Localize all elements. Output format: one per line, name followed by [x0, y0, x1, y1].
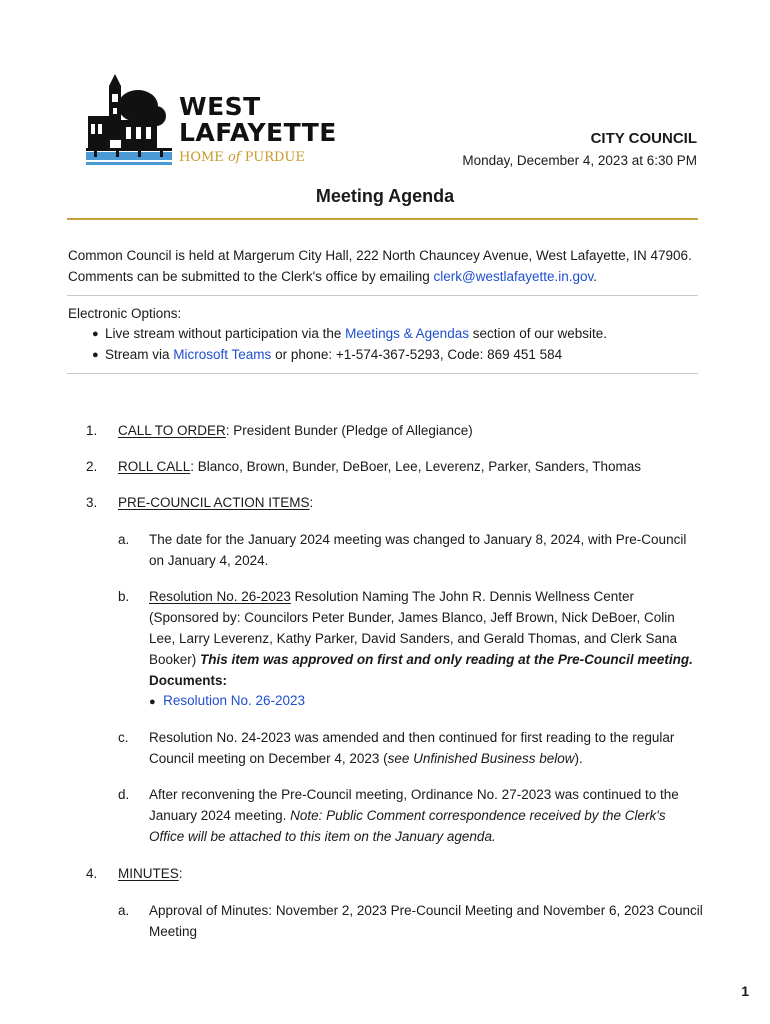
sub-item-letter: a. — [118, 532, 130, 547]
meeting-date: Monday, December 4, 2023 at 6:30 PM — [462, 153, 697, 168]
item-number: 3. — [86, 495, 98, 510]
documents-label: Documents: — [149, 673, 228, 688]
teams-option: ● Stream via Microsoft Teams or phone: +1-574-367-5293, Code: 869 451 584 — [105, 345, 562, 365]
agenda-item-minutes: MINUTES: — [118, 866, 183, 881]
agenda-item-call-to-order: CALL TO ORDER: President Bunder (Pledge of Allegiance) — [118, 423, 473, 438]
sub-item-resolution-24: Resolution No. 24-2023 was amended and then continued for first reading to the regular Council meeting on December 4, 2023 (see Unfinished Business below). — [149, 730, 675, 766]
divider — [67, 373, 698, 374]
bullet-icon: ● — [92, 328, 99, 340]
clerk-email-link[interactable]: clerk@westlafayette.in.gov — [433, 269, 594, 284]
intro-paragraph: Common Council is held at Margerum City Hall, 222 North Chauncey Avenue, West Lafayette, IN 47906. Comments can be submitted to the Clerk's office by emailing clerk@westlafayette.in.gov. — [68, 248, 692, 284]
item-number: 1. — [86, 423, 98, 438]
electronic-options-heading: Electronic Options: — [68, 306, 182, 321]
logo-word-lafayette: LAFAYETTE — [179, 118, 337, 147]
meetings-agendas-link[interactable]: Meetings & Agendas — [345, 326, 469, 341]
bullet-icon: ● — [149, 696, 156, 708]
sub-item-resolution-26: Resolution No. 26-2023 Resolution Naming The John R. Dennis Wellness Center (Sponsored by: Councilors Peter Bunder, James Blanco, Jeff Brown, Nick DeBoer, Colin Lee, Larry Leverenz, Kathy Parker, David Sanders, and Gerald Thomas, and Clerk Sana Booker) This item was approved on first and only reading at the Pre-Council meeting. Documents: — [149, 589, 693, 688]
page-number: 1 — [741, 983, 749, 999]
logo-word-west: WEST — [179, 92, 261, 121]
sub-item-letter: d. — [118, 787, 130, 802]
item-number: 2. — [86, 459, 98, 474]
city-hall-illustration-icon — [86, 72, 176, 168]
council-name: CITY COUNCIL — [590, 130, 697, 147]
resolution-label: Resolution No. 26-2023 — [149, 589, 291, 604]
sub-item-letter: c. — [118, 730, 129, 745]
title-divider — [67, 218, 698, 220]
agenda-item-pre-council: PRE-COUNCIL ACTION ITEMS: — [118, 495, 314, 510]
sub-item-letter: a. — [118, 903, 130, 918]
sub-item-approval-of-minutes: Approval of Minutes: November 2, 2023 Pre-Council Meeting and November 6, 2023 Council Meeting — [149, 903, 703, 939]
city-logo — [86, 72, 337, 168]
document-list-item — [149, 690, 305, 713]
resolution-26-2023-link[interactable]: Resolution No. 26-2023 — [163, 693, 306, 708]
logo-tagline: HOME of PURDUE — [179, 150, 305, 165]
sub-item-ordinance-27: After reconvening the Pre-Council meeting, Ordinance No. 27-2023 was continued to the January 2024 meeting. Note: Public Comment correspondence received by the Clerk's Office will be attached to this item on the January agenda. — [149, 787, 679, 844]
item-number: 4. — [86, 866, 98, 881]
divider — [67, 295, 698, 296]
agenda-item-roll-call: ROLL CALL: Blanco, Brown, Bunder, DeBoer, Lee, Leverenz, Parker, Sanders, Thomas — [118, 459, 642, 474]
page-title: Meeting Agenda — [315, 186, 455, 206]
sub-item-date-change: The date for the January 2024 meeting was changed to January 8, 2024, with Pre-Council on January 4, 2024. — [149, 532, 687, 568]
bullet-icon: ● — [92, 349, 99, 361]
sub-item-letter: b. — [118, 589, 130, 604]
livestream-option: ● Live stream without participation via the Meetings & Agendas section of our website. — [105, 324, 607, 344]
microsoft-teams-link[interactable]: Microsoft Teams — [173, 347, 272, 362]
